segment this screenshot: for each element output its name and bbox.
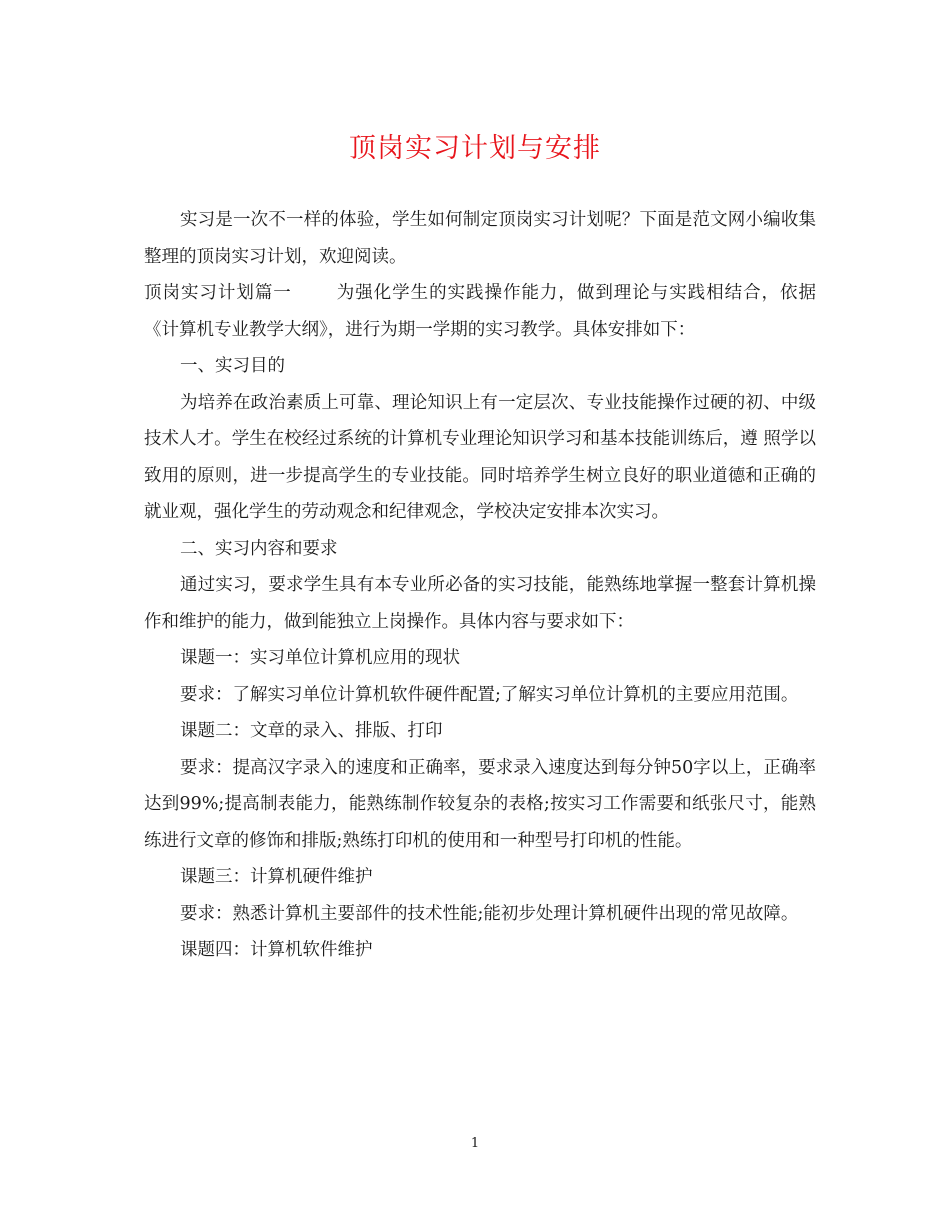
requirement-1: 要求：了解实习单位计算机软件硬件配置;了解实习单位计算机的主要应用范围。 [180,684,799,705]
page-number: 1 [470,1136,480,1151]
topic-1: 课题一：实习单位计算机应用的现状 [180,648,460,668]
topic-4: 课题四：计算机软件维护 [180,940,373,960]
section-paragraph [144,275,816,348]
section-text: 为强化学生的实践操作能力，做到理论与实践相结合，依据《计算机专业教学大纲》，进行为期一学期的实习教学。具体安排如下： [144,283,816,340]
intro-paragraph: 实习是一次不一样的体验，学生如何制定顶岗实习计划呢？下面是范文网小编收集整理的顶岗实习计划，欢迎阅读。 [144,210,816,267]
requirement-2: 要求：提高汉字录入的速度和正确率，要求录入速度达到每分钟50字以上，正确率达到99%;提高制表能力，能熟练制作较复杂的表格;按实习工作需要和纸张尺寸，能熟练进行文章的修饰和排版;熟练打印机的使用和一种型号打印机的性能。 [144,757,816,851]
requirement-3: 要求：熟悉计算机主要部件的技术性能;能初步处理计算机硬件出现的常见故障。 [180,903,799,924]
section-label: 顶岗实习计划篇一 [144,283,292,303]
document-body [144,202,816,969]
content-paragraph: 通过实习，要求学生具有本专业所必备的实习技能，能熟练地掌握一整套计算机操作和维护的能力，做到能独立上岗操作。具体内容与要求如下： [144,575,816,632]
topic-3: 课题三：计算机硬件维护 [180,867,373,887]
topic-2: 课题二：文章的录入、排版、打印 [180,721,443,741]
heading-objective: 一、实习目的 [180,356,285,376]
document-title: 顶岗实习计划与安排 [349,133,601,164]
heading-content: 二、实习内容和要求 [180,538,338,559]
objective-paragraph: 为培养在政治素质上可靠、理论知识上有一定层次、专业技能操作过硬的初、中级技术人才。学生在校经过系统的计算机专业理论知识学习和基本技能训练后，遵 照学以致用的原则，进一步提高学生的专业技能。同时培养学生树立良好的职业道德和正确的就业观，强化学生的劳动观念和纪律观念，学校决定安排本次实习。 [144,392,816,522]
